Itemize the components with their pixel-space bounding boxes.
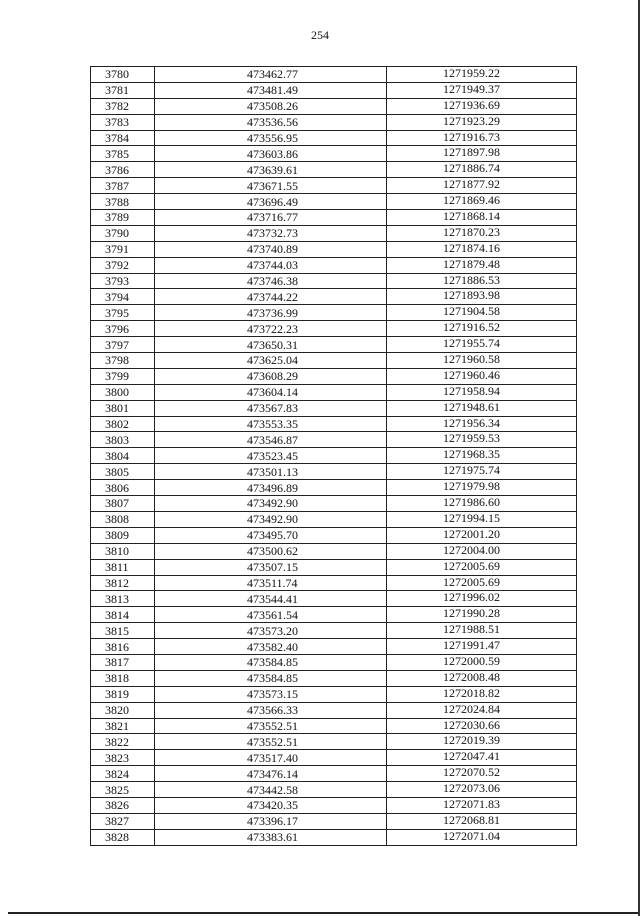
point-number-cell: 3794: [91, 289, 155, 305]
table-row: [91, 670, 577, 686]
point-number-cell: 3810: [91, 543, 155, 559]
y-coordinate-cell: 1271886.74: [387, 162, 577, 178]
point-number-cell: 3791: [91, 241, 155, 257]
point-number-cell: 3824: [91, 766, 155, 782]
x-coordinate-cell: 473582.40: [155, 639, 387, 655]
table-row: [91, 82, 577, 98]
table-row: [91, 766, 577, 782]
point-number-cell: 3819: [91, 686, 155, 702]
y-coordinate-cell: 1272005.69: [387, 559, 577, 575]
y-coordinate-cell: 1271959.22: [387, 67, 577, 83]
point-number-cell: 3800: [91, 384, 155, 400]
y-coordinate-cell: 1271916.52: [387, 321, 577, 337]
x-coordinate-cell: 473744.03: [155, 257, 387, 273]
x-coordinate-cell: 473561.54: [155, 607, 387, 623]
table-row: [91, 321, 577, 337]
x-coordinate-cell: 473736.99: [155, 305, 387, 321]
table-row: [91, 480, 577, 496]
table-row: [91, 607, 577, 623]
x-coordinate-cell: 473511.74: [155, 575, 387, 591]
point-number-cell: 3826: [91, 797, 155, 813]
x-coordinate-cell: 473462.77: [155, 67, 387, 83]
y-coordinate-cell: 1271994.15: [387, 511, 577, 527]
point-number-cell: 3787: [91, 178, 155, 194]
table-row: [91, 686, 577, 702]
table-row: [91, 702, 577, 718]
point-number-cell: 3801: [91, 400, 155, 416]
table-row: [91, 162, 577, 178]
table-row: [91, 654, 577, 670]
x-coordinate-cell: 473500.62: [155, 543, 387, 559]
point-number-cell: 3796: [91, 321, 155, 337]
coordinate-table-wrapper: [90, 66, 576, 846]
x-coordinate-cell: 473517.40: [155, 750, 387, 766]
y-coordinate-cell: 1271949.37: [387, 82, 577, 98]
table-row: [91, 178, 577, 194]
y-coordinate-cell: 1272018.82: [387, 686, 577, 702]
x-coordinate-cell: 473481.49: [155, 82, 387, 98]
point-number-cell: 3797: [91, 337, 155, 353]
table-row: [91, 98, 577, 114]
x-coordinate-cell: 473442.58: [155, 782, 387, 798]
table-row: [91, 511, 577, 527]
y-coordinate-cell: 1271968.35: [387, 448, 577, 464]
y-coordinate-cell: 1271879.48: [387, 257, 577, 273]
x-coordinate-cell: 473383.61: [155, 829, 387, 845]
table-row: [91, 225, 577, 241]
y-coordinate-cell: 1271955.74: [387, 337, 577, 353]
x-coordinate-cell: 473573.15: [155, 686, 387, 702]
point-number-cell: 3822: [91, 734, 155, 750]
x-coordinate-cell: 473650.31: [155, 337, 387, 353]
y-coordinate-cell: 1271990.28: [387, 607, 577, 623]
table-row: [91, 432, 577, 448]
table-row: [91, 813, 577, 829]
table-row: [91, 67, 577, 83]
x-coordinate-cell: 473732.73: [155, 225, 387, 241]
table-row: [91, 639, 577, 655]
point-number-cell: 3814: [91, 607, 155, 623]
table-row: [91, 416, 577, 432]
x-coordinate-cell: 473546.87: [155, 432, 387, 448]
x-coordinate-cell: 473420.35: [155, 797, 387, 813]
y-coordinate-cell: 1271874.16: [387, 241, 577, 257]
point-number-cell: 3817: [91, 654, 155, 670]
x-coordinate-cell: 473496.89: [155, 480, 387, 496]
y-coordinate-cell: 1272047.41: [387, 750, 577, 766]
x-coordinate-cell: 473553.35: [155, 416, 387, 432]
x-coordinate-cell: 473492.90: [155, 496, 387, 512]
point-number-cell: 3813: [91, 591, 155, 607]
x-coordinate-cell: 473476.14: [155, 766, 387, 782]
point-number-cell: 3815: [91, 623, 155, 639]
table-row: [91, 448, 577, 464]
point-number-cell: 3820: [91, 702, 155, 718]
table-row: [91, 623, 577, 639]
coordinate-table: [90, 66, 577, 846]
x-coordinate-cell: 473544.41: [155, 591, 387, 607]
x-coordinate-cell: 473501.13: [155, 464, 387, 480]
table-row: [91, 400, 577, 416]
point-number-cell: 3825: [91, 782, 155, 798]
point-number-cell: 3788: [91, 194, 155, 210]
table-row: [91, 305, 577, 321]
table-row: [91, 353, 577, 369]
point-number-cell: 3821: [91, 718, 155, 734]
x-coordinate-cell: 473396.17: [155, 813, 387, 829]
table-row: [91, 210, 577, 226]
y-coordinate-cell: 1271979.98: [387, 480, 577, 496]
y-coordinate-cell: 1272005.69: [387, 575, 577, 591]
y-coordinate-cell: 1271948.61: [387, 400, 577, 416]
y-coordinate-cell: 1271869.46: [387, 194, 577, 210]
y-coordinate-cell: 1272073.06: [387, 782, 577, 798]
point-number-cell: 3818: [91, 670, 155, 686]
table-row: [91, 782, 577, 798]
y-coordinate-cell: 1272000.59: [387, 654, 577, 670]
x-coordinate-cell: 473552.51: [155, 734, 387, 750]
table-row: [91, 194, 577, 210]
y-coordinate-cell: 1272030.66: [387, 718, 577, 734]
point-number-cell: 3823: [91, 750, 155, 766]
table-row: [91, 241, 577, 257]
x-coordinate-cell: 473556.95: [155, 130, 387, 146]
x-coordinate-cell: 473671.55: [155, 178, 387, 194]
y-coordinate-cell: 1271936.69: [387, 98, 577, 114]
point-number-cell: 3798: [91, 353, 155, 369]
y-coordinate-cell: 1271975.74: [387, 464, 577, 480]
table-row: [91, 496, 577, 512]
x-coordinate-cell: 473507.15: [155, 559, 387, 575]
y-coordinate-cell: 1272024.84: [387, 702, 577, 718]
point-number-cell: 3802: [91, 416, 155, 432]
table-row: [91, 734, 577, 750]
x-coordinate-cell: 473625.04: [155, 353, 387, 369]
point-number-cell: 3816: [91, 639, 155, 655]
y-coordinate-cell: 1272068.81: [387, 813, 577, 829]
y-coordinate-cell: 1271916.73: [387, 130, 577, 146]
table-row: [91, 750, 577, 766]
table-row: [91, 527, 577, 543]
point-number-cell: 3790: [91, 225, 155, 241]
x-coordinate-cell: 473584.85: [155, 654, 387, 670]
x-coordinate-cell: 473639.61: [155, 162, 387, 178]
y-coordinate-cell: 1272071.04: [387, 829, 577, 845]
point-number-cell: 3828: [91, 829, 155, 845]
x-coordinate-cell: 473746.38: [155, 273, 387, 289]
point-number-cell: 3799: [91, 368, 155, 384]
y-coordinate-cell: 1271988.51: [387, 623, 577, 639]
y-coordinate-cell: 1271893.98: [387, 289, 577, 305]
table-row: [91, 559, 577, 575]
x-coordinate-cell: 473492.90: [155, 511, 387, 527]
x-coordinate-cell: 473744.22: [155, 289, 387, 305]
y-coordinate-cell: 1271960.46: [387, 368, 577, 384]
table-row: [91, 829, 577, 845]
point-number-cell: 3782: [91, 98, 155, 114]
point-number-cell: 3784: [91, 130, 155, 146]
table-row: [91, 130, 577, 146]
page-number: 254: [311, 28, 329, 42]
x-coordinate-cell: 473523.45: [155, 448, 387, 464]
point-number-cell: 3809: [91, 527, 155, 543]
x-coordinate-cell: 473584.85: [155, 670, 387, 686]
y-coordinate-cell: 1272071.83: [387, 797, 577, 813]
y-coordinate-cell: 1271956.34: [387, 416, 577, 432]
y-coordinate-cell: 1271986.60: [387, 496, 577, 512]
x-coordinate-cell: 473536.56: [155, 114, 387, 130]
table-row: [91, 575, 577, 591]
y-coordinate-cell: 1271877.92: [387, 178, 577, 194]
y-coordinate-cell: 1271897.98: [387, 146, 577, 162]
y-coordinate-cell: 1271886.53: [387, 273, 577, 289]
y-coordinate-cell: 1271870.23: [387, 225, 577, 241]
y-coordinate-cell: 1272019.39: [387, 734, 577, 750]
y-coordinate-cell: 1271958.94: [387, 384, 577, 400]
point-number-cell: 3806: [91, 480, 155, 496]
table-row: [91, 273, 577, 289]
x-coordinate-cell: 473740.89: [155, 241, 387, 257]
x-coordinate-cell: 473567.83: [155, 400, 387, 416]
y-coordinate-cell: 1271904.58: [387, 305, 577, 321]
x-coordinate-cell: 473722.23: [155, 321, 387, 337]
table-row: [91, 337, 577, 353]
y-coordinate-cell: 1271923.29: [387, 114, 577, 130]
point-number-cell: 3780: [91, 67, 155, 83]
x-coordinate-cell: 473495.70: [155, 527, 387, 543]
table-row: [91, 718, 577, 734]
point-number-cell: 3783: [91, 114, 155, 130]
table-row: [91, 114, 577, 130]
bottom-border-line: [8, 912, 638, 914]
table-row: [91, 464, 577, 480]
point-number-cell: 3812: [91, 575, 155, 591]
y-coordinate-cell: 1271868.14: [387, 210, 577, 226]
point-number-cell: 3795: [91, 305, 155, 321]
point-number-cell: 3786: [91, 162, 155, 178]
y-coordinate-cell: 1271991.47: [387, 639, 577, 655]
point-number-cell: 3807: [91, 496, 155, 512]
x-coordinate-cell: 473603.86: [155, 146, 387, 162]
x-coordinate-cell: 473552.51: [155, 718, 387, 734]
x-coordinate-cell: 473608.29: [155, 368, 387, 384]
table-row: [91, 384, 577, 400]
x-coordinate-cell: 473566.33: [155, 702, 387, 718]
point-number-cell: 3827: [91, 813, 155, 829]
point-number-cell: 3789: [91, 210, 155, 226]
table-row: [91, 797, 577, 813]
y-coordinate-cell: 1272004.00: [387, 543, 577, 559]
point-number-cell: 3785: [91, 146, 155, 162]
point-number-cell: 3804: [91, 448, 155, 464]
table-row: [91, 257, 577, 273]
y-coordinate-cell: 1272001.20: [387, 527, 577, 543]
y-coordinate-cell: 1272070.52: [387, 766, 577, 782]
y-coordinate-cell: 1272008.48: [387, 670, 577, 686]
point-number-cell: 3808: [91, 511, 155, 527]
x-coordinate-cell: 473604.14: [155, 384, 387, 400]
table-row: [91, 591, 577, 607]
x-coordinate-cell: 473716.77: [155, 210, 387, 226]
table-row: [91, 146, 577, 162]
point-number-cell: 3792: [91, 257, 155, 273]
point-number-cell: 3811: [91, 559, 155, 575]
table-row: [91, 368, 577, 384]
y-coordinate-cell: 1271959.53: [387, 432, 577, 448]
point-number-cell: 3793: [91, 273, 155, 289]
x-coordinate-cell: 473573.20: [155, 623, 387, 639]
x-coordinate-cell: 473508.26: [155, 98, 387, 114]
x-coordinate-cell: 473696.49: [155, 194, 387, 210]
table-row: [91, 289, 577, 305]
point-number-cell: 3805: [91, 464, 155, 480]
point-number-cell: 3781: [91, 82, 155, 98]
table-row: [91, 543, 577, 559]
y-coordinate-cell: 1271996.02: [387, 591, 577, 607]
point-number-cell: 3803: [91, 432, 155, 448]
y-coordinate-cell: 1271960.58: [387, 353, 577, 369]
